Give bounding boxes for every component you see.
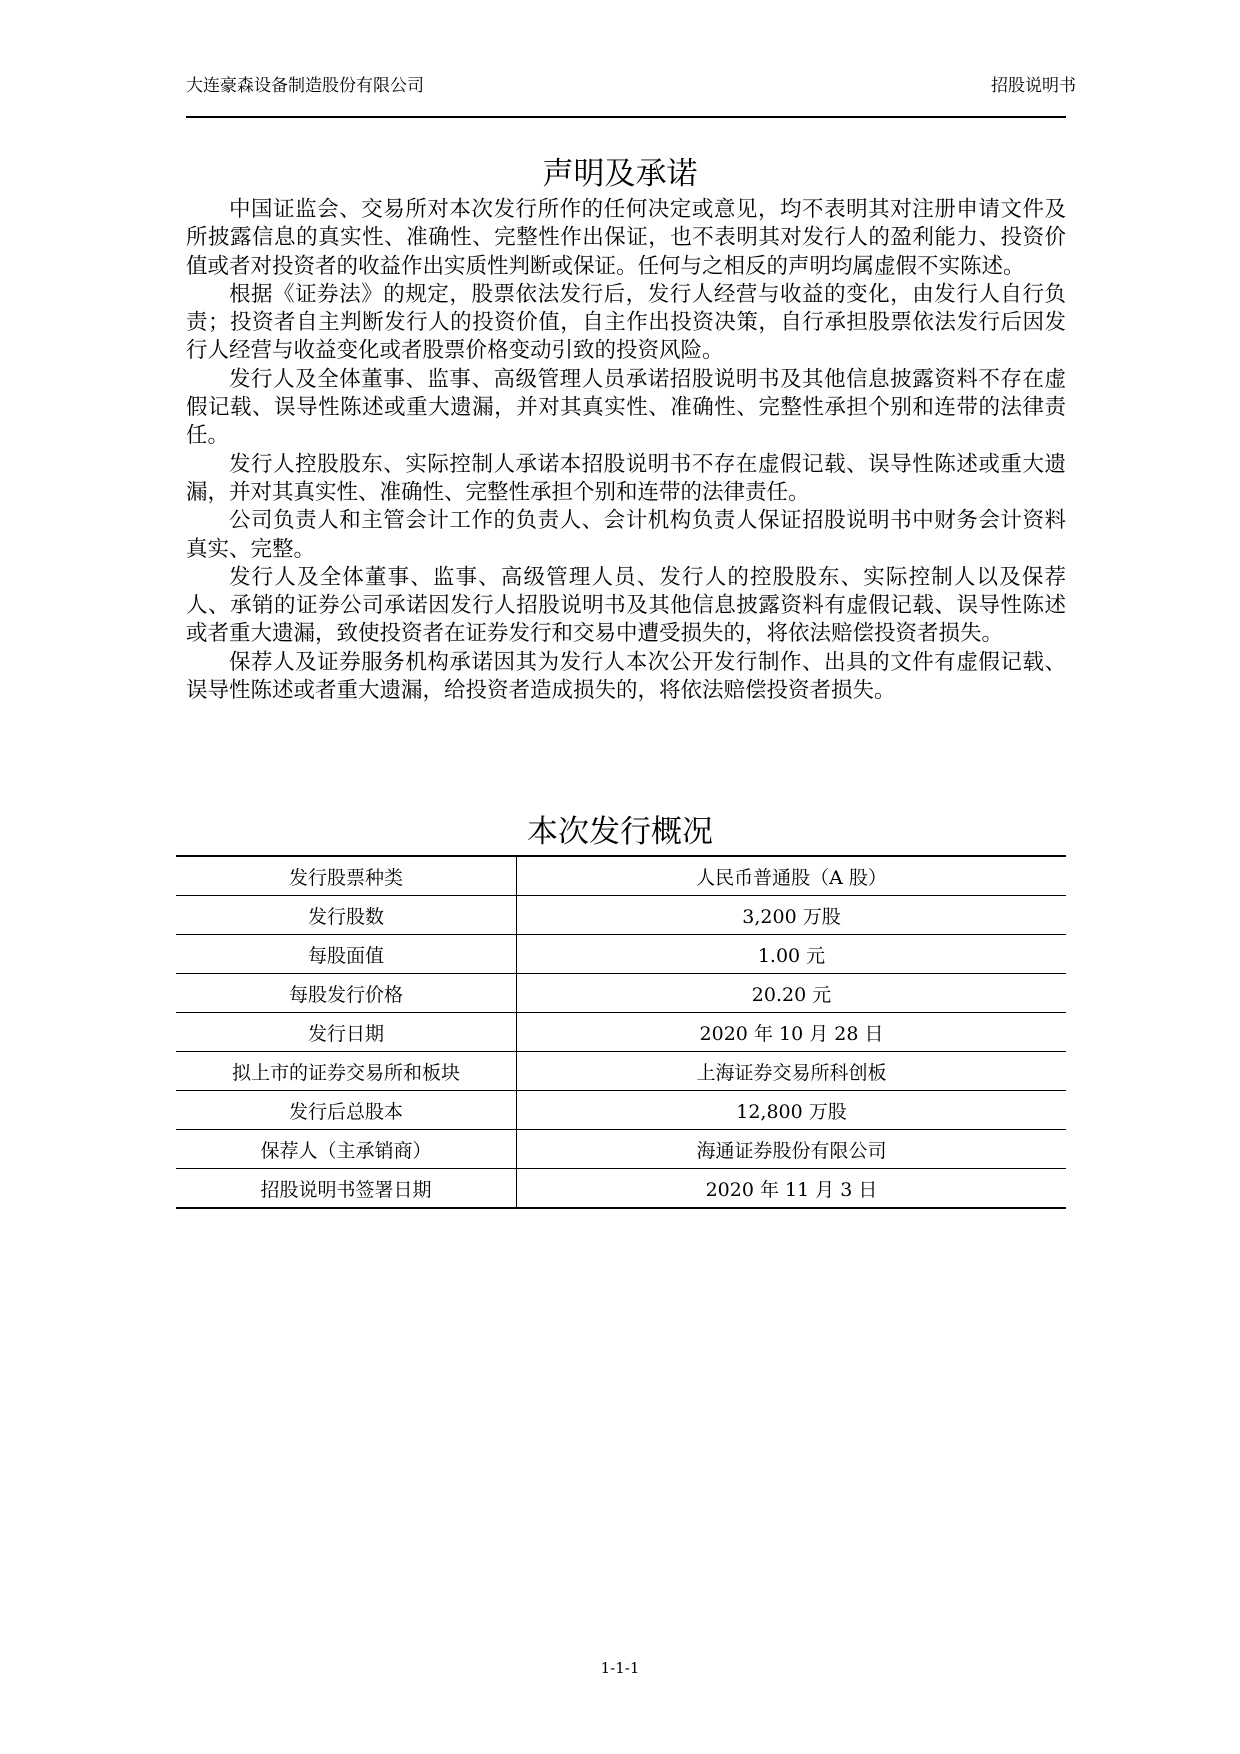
page-number: 1-1-1 [600,1659,640,1677]
row-label: 招股说明书签署日期 [176,1169,517,1209]
declaration-paragraph: 根据《证券法》的规定，股票依法发行后，发行人经营与收益的变化，由发行人自行负责；投资者自主判断发行人的投资价值，自主作出投资决策，自行承担股票依法发行后因发行人经营与收益变化或者股票价格变动引致的投资风险。 [186,281,1066,364]
row-label: 每股面值 [176,935,517,974]
table-row [176,1169,1066,1209]
table-row [176,1052,1066,1091]
page-header [186,74,1076,118]
row-value: 1.00 元 [517,935,1067,974]
row-value: 2020 年 10 月 28 日 [517,1013,1067,1052]
table-row [176,1013,1066,1052]
row-value: 20.20 元 [517,974,1067,1013]
row-value: 3,200 万股 [517,896,1067,935]
table-row [176,896,1066,935]
overview-title: 本次发行概况 [527,814,713,850]
declaration-paragraph: 公司负责人和主管会计工作的负责人、会计机构负责人保证招股说明书中财务会计资料真实、完整。 [186,508,1066,562]
row-label: 保荐人（主承销商） [176,1130,517,1169]
row-value: 海通证券股份有限公司 [517,1130,1067,1169]
table-row [176,1091,1066,1130]
table-row [176,1130,1066,1169]
row-label: 发行日期 [176,1013,517,1052]
declaration-paragraph: 发行人及全体董事、监事、高级管理人员承诺招股说明书及其他信息披露资料不存在虚假记载、误导性陈述或重大遗漏，并对其真实性、准确性、完整性承担个别和连带的法律责任。 [186,366,1066,449]
row-value: 2020 年 11 月 3 日 [517,1169,1067,1209]
row-value: 12,800 万股 [517,1091,1067,1130]
declaration-paragraph: 中国证监会、交易所对本次发行所作的任何决定或意见，均不表明其对注册申请文件及所披露信息的真实性、准确性、完整性作出保证，也不表明其对发行人的盈利能力、投资价值或者对投资者的收益作出实质性判断或保证。任何与之相反的声明均属虚假不实陈述。 [186,197,1066,279]
table-row [176,974,1066,1013]
offering-overview-table [176,855,1066,1209]
row-label: 发行股票种类 [176,856,517,896]
row-value: 上海证券交易所科创板 [517,1052,1067,1091]
table-row [176,935,1066,974]
company-name: 大连豪森设备制造股份有限公司 [186,76,424,96]
declaration-paragraph: 发行人及全体董事、监事、高级管理人员、发行人的控股股东、实际控制人以及保荐人、承销的证券公司承诺因发行人招股说明书及其他信息披露资料有虚假记载、误导性陈述或者重大遗漏，致使投资者在证券发行和交易中遭受损失的，将依法赔偿投资者损失。 [186,564,1066,647]
table-row [176,856,1066,896]
declaration-title: 声明及承诺 [542,156,698,192]
declaration-paragraph: 保荐人及证券服务机构承诺因其为发行人本次公开发行制作、出具的文件有虚假记载、误导性陈述或者重大遗漏，给投资者造成损失的，将依法赔偿投资者损失。 [186,649,1066,704]
row-label: 拟上市的证券交易所和板块 [176,1052,517,1091]
document-type: 招股说明书 [991,76,1076,96]
declaration-body [186,196,1066,705]
row-value: 人民币普通股（A 股） [517,856,1067,896]
declaration-paragraph: 发行人控股股东、实际控制人承诺本招股说明书不存在虚假记载、误导性陈述或重大遗漏，并对其真实性、准确性、完整性承担个别和连带的法律责任。 [186,451,1066,505]
row-label: 发行后总股本 [176,1091,517,1130]
row-label: 每股发行价格 [176,974,517,1013]
row-label: 发行股数 [176,896,517,935]
